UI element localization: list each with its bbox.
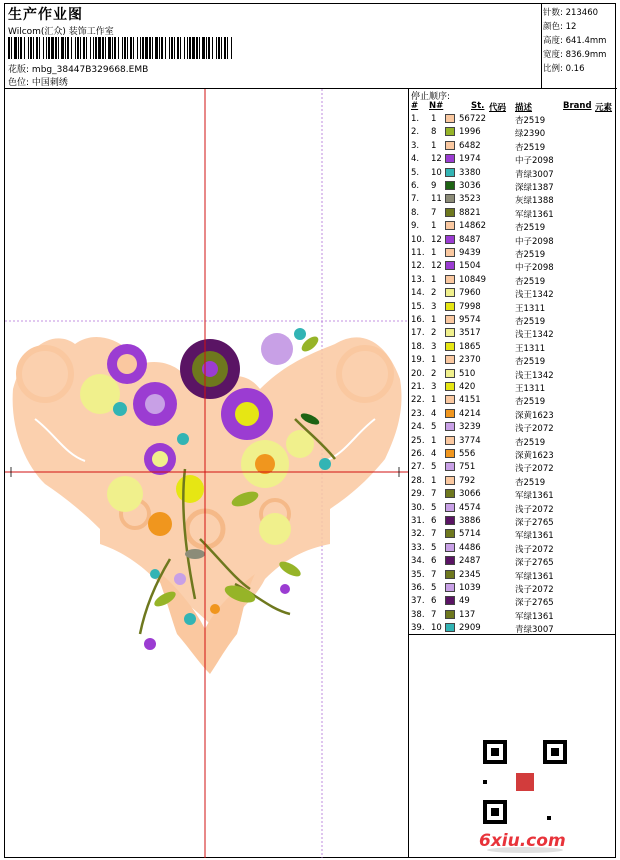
row-num: 17. — [411, 328, 425, 339]
color-swatch — [445, 395, 455, 404]
table-row — [409, 153, 616, 166]
row-stitches: 1996 — [459, 127, 481, 138]
row-needle: 2 — [431, 368, 437, 379]
row-num: 10. — [411, 234, 425, 245]
row-desc: 浅王1342 — [515, 290, 554, 301]
row-needle: 1 — [431, 114, 437, 124]
row-desc: 浅子2072 — [515, 504, 554, 515]
production-sheet — [4, 3, 616, 858]
row-needle: 7 — [431, 207, 437, 218]
row-stitches: 4574 — [459, 502, 481, 513]
dark-purple-flower — [180, 339, 240, 399]
row-stitches: 8487 — [459, 234, 481, 245]
color-swatch — [445, 436, 455, 445]
row-stitches: 1504 — [459, 261, 481, 272]
table-row — [409, 341, 616, 354]
row-stitches: 556 — [459, 449, 476, 459]
table-row — [409, 461, 616, 474]
row-needle: 5 — [431, 502, 437, 513]
row-num: 16. — [411, 315, 425, 325]
pattern-file — [8, 62, 148, 75]
row-desc: 浅子2072 — [515, 424, 554, 435]
row-needle: 1 — [431, 274, 437, 285]
row-stitches: 56722 — [459, 114, 487, 124]
company-name: Wilcom(汇众) 装饰工作室 — [8, 27, 114, 37]
color-swatch — [445, 181, 455, 190]
row-num: 32. — [411, 529, 425, 540]
row-desc: 深子2765 — [515, 518, 554, 528]
row-desc: 深子2765 — [515, 598, 554, 609]
row-stitches: 1974 — [459, 154, 481, 165]
row-desc: 浅王1342 — [515, 330, 554, 341]
table-row — [409, 381, 616, 394]
col-desc: 描述 — [515, 103, 533, 113]
row-stitches: 5714 — [459, 529, 481, 540]
color-swatch — [445, 422, 455, 431]
barcode — [8, 37, 236, 59]
row-desc: 王1311 — [515, 343, 546, 354]
table-row — [409, 448, 616, 461]
row-num: 30. — [411, 502, 425, 513]
table-row — [409, 582, 616, 595]
row-num: 15. — [411, 301, 425, 312]
stats-panel — [541, 4, 616, 88]
row-stitches: 2909 — [459, 623, 481, 634]
row-desc: 中子2098 — [515, 236, 554, 247]
color-swatch — [445, 623, 455, 632]
table-row — [409, 234, 616, 247]
row-num: 23. — [411, 408, 425, 419]
row-desc: 深子2765 — [515, 558, 554, 569]
row-num: 33. — [411, 542, 425, 553]
row-num: 11. — [411, 248, 425, 258]
stop-sequence-panel — [409, 89, 616, 858]
row-desc: 王1311 — [515, 384, 546, 394]
row-needle: 1 — [431, 315, 437, 325]
qr-code — [482, 739, 568, 825]
color-swatch — [445, 556, 455, 565]
row-desc: 王1311 — [515, 303, 546, 314]
table-row — [409, 207, 616, 220]
color-swatch — [445, 583, 455, 592]
row-needle: 7 — [431, 609, 437, 620]
row-stitches: 9439 — [459, 248, 481, 258]
table-row — [409, 247, 616, 260]
row-needle: 12 — [431, 154, 442, 165]
row-num: 35. — [411, 569, 425, 580]
col-stitches: St. — [471, 101, 485, 111]
row-needle: 11 — [431, 194, 442, 205]
row-desc: 军绿1361 — [515, 571, 554, 582]
row-num: 21. — [411, 382, 425, 392]
row-needle: 6 — [431, 516, 437, 526]
row-needle: 5 — [431, 422, 437, 433]
row-desc: 中子2098 — [515, 156, 554, 167]
row-desc: 深黄1623 — [515, 451, 554, 461]
color-swatch — [445, 127, 455, 136]
color-swatch — [445, 194, 455, 203]
row-needle: 10 — [431, 167, 442, 178]
color-swatch — [445, 462, 455, 471]
row-desc: 杏2519 — [515, 250, 546, 260]
table-row — [409, 260, 616, 273]
row-num: 7. — [411, 194, 420, 205]
row-needle: 2 — [431, 328, 437, 339]
row-needle: 5 — [431, 583, 437, 593]
row-desc: 浅子2072 — [515, 464, 554, 475]
row-stitches: 420 — [459, 382, 476, 392]
row-needle: 12 — [431, 234, 442, 245]
color-swatch — [445, 449, 455, 458]
row-num: 8. — [411, 207, 420, 218]
row-stitches: 4486 — [459, 542, 481, 553]
table-row — [409, 435, 616, 448]
col-brand: Brand — [563, 101, 592, 111]
row-needle: 1 — [431, 248, 437, 258]
pattern-label: 花版: — [8, 65, 30, 75]
table-row — [409, 569, 616, 582]
row-stitches: 4214 — [459, 408, 481, 419]
row-stitches: 510 — [459, 368, 476, 379]
row-num: 13. — [411, 274, 425, 285]
table-row — [409, 555, 616, 568]
row-num: 9. — [411, 221, 420, 232]
table-row — [409, 126, 616, 139]
row-desc: 浅子2072 — [515, 585, 554, 595]
color-value: 中国刺绣 — [31, 78, 68, 88]
row-needle: 3 — [431, 382, 437, 392]
color-swatch — [445, 328, 455, 337]
watermark-logo: 6xiu.com — [479, 831, 566, 851]
row-needle: 6 — [431, 596, 437, 607]
panel-divider — [409, 634, 616, 635]
table-row — [409, 528, 616, 541]
design-canvas[interactable] — [5, 89, 409, 858]
row-stitches: 137 — [459, 609, 476, 620]
row-stitches: 7998 — [459, 301, 481, 312]
width-value: 宽度: 836.9mm — [543, 50, 607, 60]
row-stitches: 3517 — [459, 328, 481, 339]
table-row — [409, 193, 616, 206]
row-num: 24. — [411, 422, 425, 433]
row-num: 18. — [411, 341, 425, 352]
color-position — [8, 75, 68, 88]
color-swatch — [445, 208, 455, 217]
table-row — [409, 368, 616, 381]
table-row — [409, 515, 616, 528]
row-needle: 12 — [431, 261, 442, 272]
color-swatch — [445, 221, 455, 230]
color-label: 色位: — [8, 78, 30, 88]
row-stitches: 8821 — [459, 207, 481, 218]
row-desc: 杏2519 — [515, 116, 546, 126]
row-num: 38. — [411, 609, 425, 620]
row-stitches: 14862 — [459, 221, 487, 232]
row-needle: 9 — [431, 181, 437, 191]
row-needle: 1 — [431, 355, 437, 366]
table-row — [409, 542, 616, 555]
row-stitches: 3239 — [459, 422, 481, 433]
color-swatch — [445, 315, 455, 324]
row-desc: 深绿1387 — [515, 183, 554, 193]
color-swatch — [445, 261, 455, 270]
color-swatch — [445, 503, 455, 512]
row-desc: 杏2519 — [515, 477, 546, 488]
table-row — [409, 167, 616, 180]
row-needle: 5 — [431, 542, 437, 553]
sequence-title: 停止顺序: — [411, 92, 451, 102]
col-element: 元素 — [595, 103, 613, 113]
row-desc: 浅子2072 — [515, 544, 554, 555]
color-swatch — [445, 168, 455, 177]
row-num: 25. — [411, 435, 425, 446]
row-num: 31. — [411, 516, 425, 526]
table-row — [409, 274, 616, 287]
row-stitches: 3886 — [459, 516, 481, 526]
table-row — [409, 394, 616, 407]
row-needle: 8 — [431, 127, 437, 138]
table-row — [409, 113, 616, 126]
row-needle: 10 — [431, 623, 442, 634]
row-num: 1. — [411, 114, 420, 124]
row-desc: 灰绿1388 — [515, 196, 554, 207]
table-row — [409, 180, 616, 193]
row-num: 37. — [411, 596, 425, 607]
table-row — [409, 327, 616, 340]
color-swatch — [445, 235, 455, 244]
row-num: 29. — [411, 489, 425, 500]
row-needle: 2 — [431, 288, 437, 299]
row-desc: 军绿1361 — [515, 611, 554, 622]
row-stitches: 4151 — [459, 395, 481, 406]
table-row — [409, 488, 616, 501]
row-desc: 青绿3007 — [515, 625, 554, 636]
row-num: 28. — [411, 475, 425, 486]
row-stitches: 2370 — [459, 355, 481, 366]
color-swatch — [445, 369, 455, 378]
row-stitches: 7960 — [459, 288, 481, 299]
color-swatch — [445, 141, 455, 150]
row-stitches: 6482 — [459, 140, 481, 151]
color-swatch — [445, 610, 455, 619]
table-row — [409, 609, 616, 622]
row-num: 26. — [411, 449, 425, 459]
row-needle: 1 — [431, 221, 437, 232]
row-needle: 7 — [431, 489, 437, 500]
color-swatch — [445, 248, 455, 257]
color-swatch — [445, 596, 455, 605]
table-row — [409, 140, 616, 153]
row-needle: 5 — [431, 462, 437, 473]
color-swatch — [445, 288, 455, 297]
row-needle: 1 — [431, 395, 437, 406]
color-swatch — [445, 114, 455, 123]
row-desc: 军绿1361 — [515, 209, 554, 220]
row-num: 36. — [411, 583, 425, 593]
table-row — [409, 354, 616, 367]
row-needle: 7 — [431, 529, 437, 540]
row-num: 12. — [411, 261, 425, 272]
row-desc: 杏2519 — [515, 276, 546, 287]
row-desc: 中子2098 — [515, 263, 554, 274]
row-stitches: 3036 — [459, 181, 481, 191]
color-swatch — [445, 516, 455, 525]
color-swatch — [445, 302, 455, 311]
row-desc: 浅王1342 — [515, 370, 554, 381]
color-swatch — [445, 382, 455, 391]
row-stitches: 10849 — [459, 274, 487, 285]
row-needle: 7 — [431, 569, 437, 580]
row-stitches: 2487 — [459, 556, 481, 567]
row-stitches: 1865 — [459, 341, 481, 352]
ratio-value: 比例: 0.16 — [543, 64, 585, 74]
row-num: 20. — [411, 368, 425, 379]
row-desc: 杏2519 — [515, 317, 546, 327]
col-code: 代码 — [489, 103, 507, 113]
row-num: 6. — [411, 181, 420, 191]
row-desc: 深黄1623 — [515, 410, 554, 421]
row-desc: 军绿1361 — [515, 531, 554, 542]
color-swatch — [445, 409, 455, 418]
row-num: 14. — [411, 288, 425, 299]
row-stitches: 1039 — [459, 583, 481, 593]
header-info — [5, 4, 542, 88]
row-stitches: 3523 — [459, 194, 481, 205]
row-needle: 6 — [431, 556, 437, 567]
row-desc: 绿2390 — [515, 129, 546, 140]
color-swatch — [445, 543, 455, 552]
table-row — [409, 220, 616, 233]
row-needle: 4 — [431, 449, 437, 459]
row-needle: 1 — [431, 475, 437, 486]
sequence-header — [409, 101, 616, 113]
row-num: 2. — [411, 127, 420, 138]
row-num: 3. — [411, 140, 420, 151]
table-row — [409, 314, 616, 327]
color-swatch — [445, 342, 455, 351]
color-swatch — [445, 489, 455, 498]
row-stitches: 3066 — [459, 489, 481, 500]
color-swatch — [445, 355, 455, 364]
stitch-count: 针数: 213460 — [543, 8, 599, 18]
row-desc: 杏2519 — [515, 357, 546, 368]
row-stitches: 751 — [459, 462, 476, 473]
row-num: 19. — [411, 355, 425, 366]
color-count: 颜色: 12 — [543, 22, 577, 32]
row-stitches: 3774 — [459, 435, 481, 446]
row-num: 34. — [411, 556, 425, 567]
table-row — [409, 287, 616, 300]
embroidery-design — [5, 89, 408, 858]
col-num: # — [411, 101, 419, 111]
color-swatch — [445, 570, 455, 579]
row-desc: 杏2519 — [515, 142, 546, 153]
col-needle: N# — [429, 101, 444, 111]
color-swatch — [445, 154, 455, 163]
row-desc: 青绿3007 — [515, 169, 554, 180]
row-num: 5. — [411, 167, 420, 178]
table-row — [409, 301, 616, 314]
pattern-value: mbg_38447B329668.EMB — [31, 65, 149, 75]
row-stitches: 2345 — [459, 569, 481, 580]
row-needle: 3 — [431, 301, 437, 312]
table-row — [409, 421, 616, 434]
page-title: 生产作业图 — [8, 7, 83, 23]
row-stitches: 3380 — [459, 167, 481, 178]
row-num: 39. — [411, 623, 425, 634]
row-stitches: 9574 — [459, 315, 481, 325]
table-row — [409, 475, 616, 488]
row-needle: 3 — [431, 341, 437, 352]
row-desc: 杏2519 — [515, 397, 546, 408]
row-stitches: 49 — [459, 596, 470, 607]
color-swatch — [445, 476, 455, 485]
row-num: 4. — [411, 154, 420, 165]
color-swatch — [445, 529, 455, 538]
row-num: 22. — [411, 395, 425, 406]
table-row — [409, 408, 616, 421]
height-value: 高度: 641.4mm — [543, 36, 607, 46]
row-stitches: 792 — [459, 475, 476, 486]
row-needle: 4 — [431, 408, 437, 419]
row-desc: 杏2519 — [515, 223, 546, 234]
row-desc: 杏2519 — [515, 437, 546, 448]
row-needle: 1 — [431, 435, 437, 446]
color-swatch — [445, 275, 455, 284]
table-row — [409, 502, 616, 515]
table-row — [409, 595, 616, 608]
row-desc: 军绿1361 — [515, 491, 554, 502]
row-needle: 1 — [431, 140, 437, 151]
row-num: 27. — [411, 462, 425, 473]
